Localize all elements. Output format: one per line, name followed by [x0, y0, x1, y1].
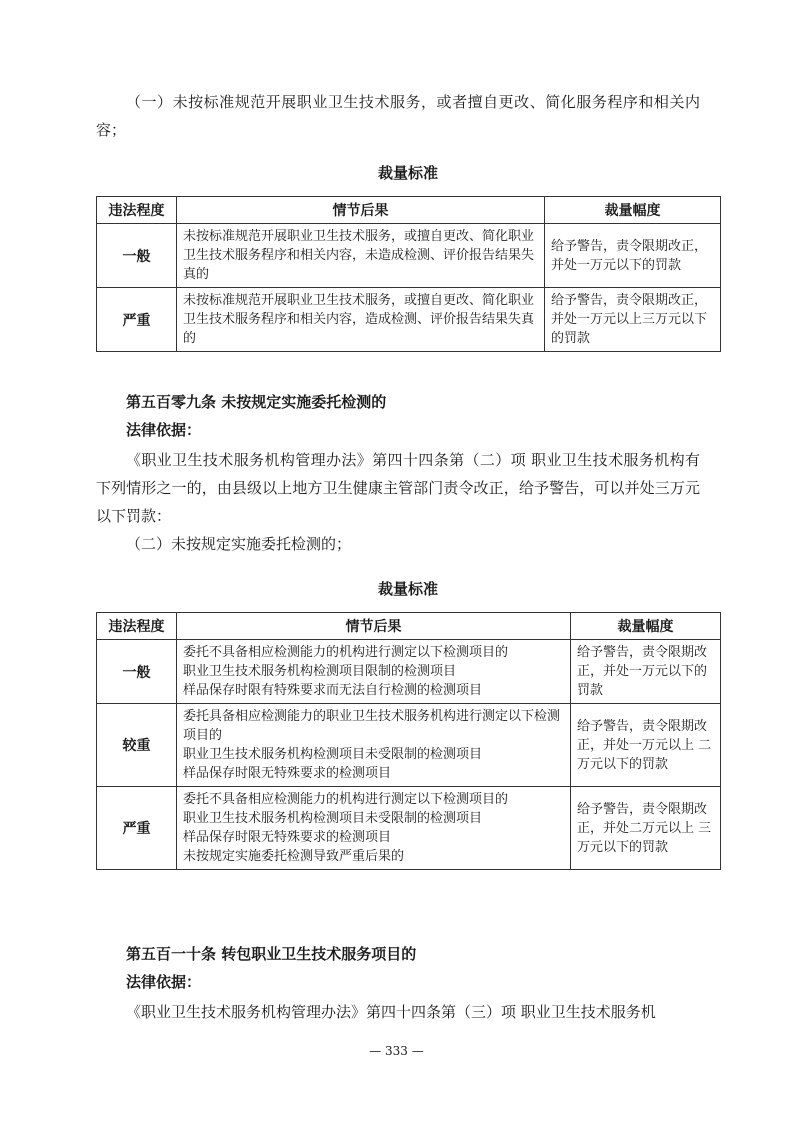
article-509-basis-label: 法律依据： [126, 421, 202, 439]
table-row [97, 224, 721, 288]
consequence-cell: 未按标准规范开展职业卫生技术服务，或擅自更改、简化职业卫生技术服务程序和相关内容，未造成检测、评价报告结果失真的 [177, 224, 545, 288]
header-consequence: 情节后果 [177, 197, 545, 224]
consequence-line: 样品保存时限无特殊要求的检测项目 [183, 766, 392, 781]
article-509-item: （二）未按规定实施委托检测的； [126, 535, 352, 553]
table2-header-row [97, 613, 721, 640]
consequence-line: 委托具备相应检测能力的职业卫生技术服务机构进行测定以下检测项目的 [183, 709, 561, 743]
table-row [97, 640, 721, 704]
table1-caption: 裁量标准 [377, 164, 438, 182]
header-penalty: 裁量幅度 [571, 613, 721, 640]
header-level: 违法程度 [97, 197, 177, 224]
consequence-line: 样品保存时限无特殊要求的检测项目 [183, 830, 392, 845]
consequence-cell [177, 640, 571, 704]
header-penalty: 裁量幅度 [545, 197, 721, 224]
table1 [96, 196, 721, 352]
level-cell: 严重 [97, 787, 177, 870]
page-number: — 333 — [369, 1044, 424, 1058]
penalty-cell: 给予警告，责令限期改正，并处一万元以下的罚款 [545, 224, 721, 288]
consequence-line: 委托不具备相应检测能力的机构进行测定以下检测项目的 [183, 645, 509, 660]
intro-item: （一）未按标准规范开展职业卫生技术服务，或者擅自更改、简化服务程序和相关内容； [96, 93, 700, 139]
consequence-line: 职业卫生技术服务机构检测项目限制的检测项目 [183, 664, 457, 679]
article-510-basis-label: 法律依据： [126, 973, 202, 991]
consequence-line: 职业卫生技术服务机构检测项目未受限制的检测项目 [183, 747, 483, 762]
article-510-title: 第五百一十条 转包职业卫生技术服务项目的 [126, 945, 417, 963]
consequence-cell: 未按标准规范开展职业卫生技术服务，或擅自更改、简化职业卫生技术服务程序和相关内容，造成检测、评价报告结果失真的 [177, 288, 545, 352]
article-509-basis-text: 《职业卫生技术服务机构管理办法》第四十四条第（二）项 职业卫生技术服务机构有下列情形之一的，由县级以上地方卫生健康主管部门责令改正，给予警告，可以并处三万元以下罚款： [96, 451, 700, 525]
consequence-line: 样品保存时限有特殊要求而无法自行检测的检测项目 [183, 683, 483, 698]
consequence-cell [177, 704, 571, 787]
header-level: 违法程度 [97, 613, 177, 640]
table-row [97, 288, 721, 352]
consequence-line: 职业卫生技术服务机构检测项目未受限制的检测项目 [183, 811, 483, 826]
penalty-cell: 给予警告，责令限期改正，并处一万元以上 二万元以下的罚款 [571, 704, 721, 787]
header-consequence: 情节后果 [177, 613, 571, 640]
level-cell: 一般 [97, 640, 177, 704]
penalty-cell: 给予警告，责令限期改正，并处一万元以下的罚款 [571, 640, 721, 704]
article-510-basis-text: 《职业卫生技术服务机构管理办法》第四十四条第（三）项 职业卫生技术服务机 [126, 1003, 656, 1021]
consequence-line: 未按规定实施委托检测导致严重后果的 [183, 849, 405, 864]
table-row [97, 787, 721, 870]
article-509-title: 第五百零九条 未按规定实施委托检测的 [126, 393, 387, 411]
table2-caption: 裁量标准 [377, 580, 438, 598]
level-cell: 较重 [97, 704, 177, 787]
consequence-line: 委托不具备相应检测能力的机构进行测定以下检测项目的 [183, 792, 509, 807]
level-cell: 严重 [97, 288, 177, 352]
level-cell: 一般 [97, 224, 177, 288]
table-row [97, 704, 721, 787]
consequence-cell [177, 787, 571, 870]
table2 [96, 612, 721, 870]
penalty-cell: 给予警告，责令限期改正，并处二万元以上 三万元以下的罚款 [571, 787, 721, 870]
penalty-cell: 给予警告，责令限期改正，并处一万元以上三万元以下的罚款 [545, 288, 721, 352]
table1-header-row [97, 197, 721, 224]
